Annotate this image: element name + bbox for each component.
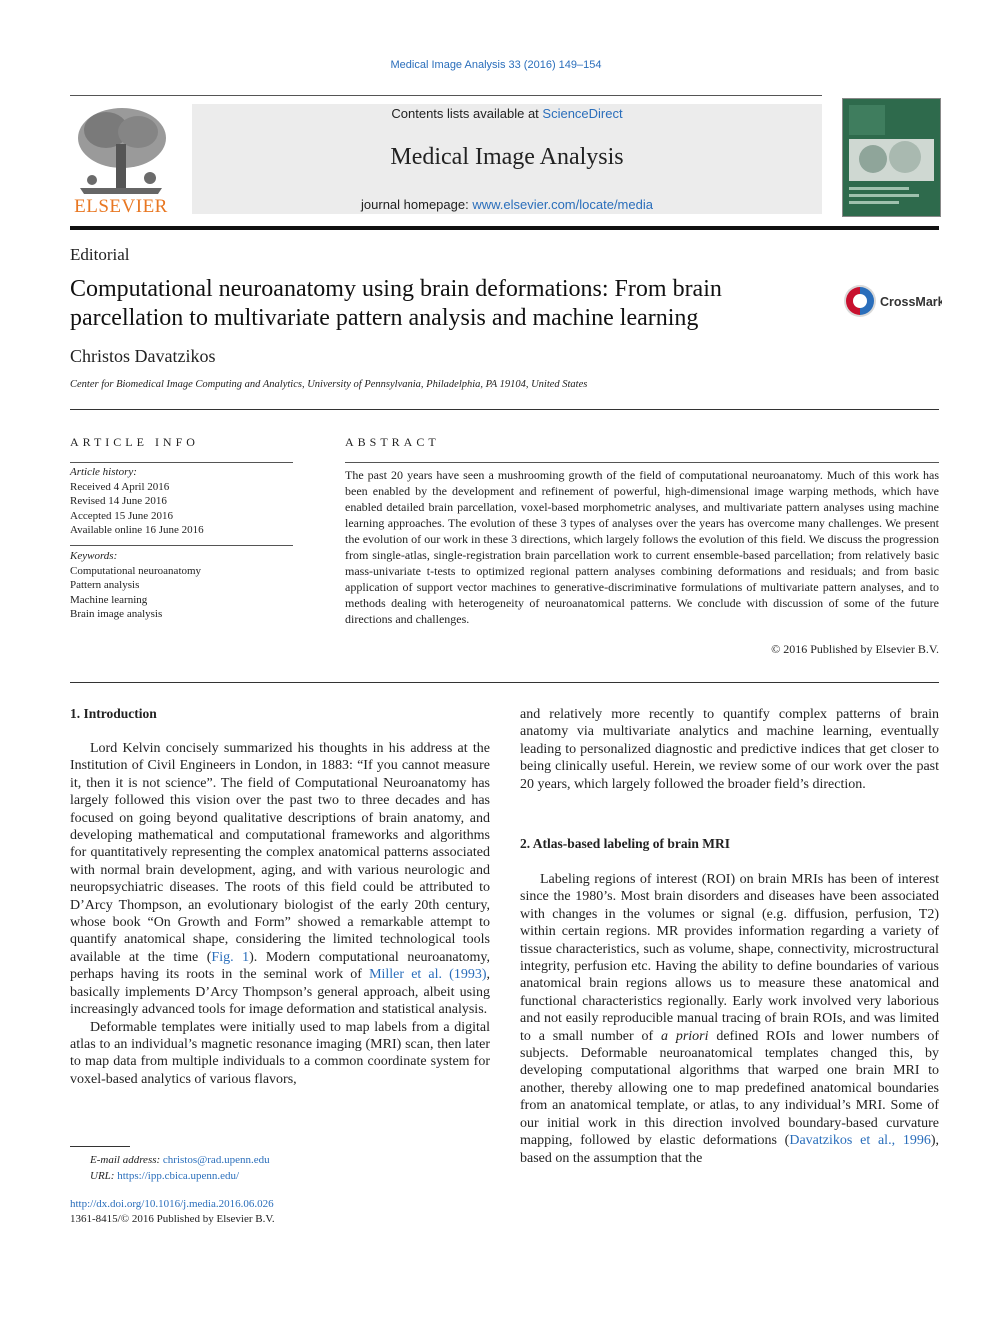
- history-received: Received 4 April 2016: [70, 480, 170, 493]
- elsevier-logo: [70, 104, 172, 216]
- column-2-body: [520, 871, 939, 1167]
- keyword-item: Brain image analysis: [70, 608, 163, 620]
- doi-link[interactable]: http://dx.doi.org/10.1016/j.media.2016.06.026: [70, 1198, 274, 1210]
- section-1-heading: 1. Introduction: [70, 706, 157, 721]
- miller-citation-link[interactable]: Miller et al. (1993): [369, 967, 487, 983]
- issn-line: 1361-8415/© 2016 Published by Elsevier B.V.: [70, 1213, 275, 1225]
- masthead-thick-rule: [70, 226, 939, 230]
- article-info-rule: [70, 462, 293, 463]
- homepage-line: [192, 197, 822, 212]
- journal-cover-thumbnail[interactable]: [842, 98, 941, 217]
- author-name: Christos Davatzikos: [70, 346, 216, 366]
- keywords-block: [70, 549, 295, 622]
- abstract-text: The past 20 years have seen a mushrooming growth of the field of computational neuroanatomy. Much of this work has been enabled by the development and refinement of powerful, high-dimensional image warping methods, which have enabled detailed brain parcellation, voxel-based morphometric analyses, and multivariate pattern analyses using machine learning approaches. The evolution of these 3 types of analyses over the years has overcome many challenges. We present the evolution of our work in these 3 directions, which largely follows the evolution of this field. We discuss the progression from single-atlas, single-registration brain parcellation work to current ensemble-based parcellation; from relatively basic mass-univariate t-tests to optimized regional pattern analyses combining deformations and residuals; and from basic application of support vector machines to generative-discriminative formulations of multivariate pattern analyses, and to methods dealing with heterogeneity of neuroanatomical patterns. We conclude with discussion of some of the future directions and challenges.: [345, 468, 939, 626]
- article-info-heading: ARTICLE INFO: [70, 435, 199, 449]
- intro-paragraph-1: Lord Kelvin concisely summarized his thoughts in his address at the Institution of Civil Engineers in London, in 1883: “If you cannot measure it, then it is not science”. The field of Computational Neuroanatomy has largely followed this vision over the past two to three decades and has focused on going beyond qualitative descriptions of brain anatomy, and developing mathematical and computational frameworks and algorithms for quantitatively representing the complex anatomical patterns associated with normal brain development, aging, and with various neurologic and neuropsychiatric diseases. The roots of this field could be attributed to D’Arcy Thompson, an evolutionary biologist of the early 20th century, whose book “On Growth and Form” showed a remarkable attempt to quantify anatomical shape, considering the limited technological tools available at the time (Fig. 1). Modern computational neuroanatomy, perhaps having its roots in the seminal work of Miller et al. (1993), basically implements D’Arcy Thompson’s general approach, albeit using increasingly advanced tools for image deformation and statistical analysis.: [70, 741, 490, 1018]
- homepage-link[interactable]: www.elsevier.com/locate/media: [472, 197, 653, 212]
- intro-paragraph-2: Deformable templates were initially used to map labels from a digital atlas to an individual’s magnetic resonance imaging (MRI) scan, then later to map data from multiple individuals to a common coordinate system for voxel-based analytics of various flavors,: [70, 1019, 490, 1087]
- sciencedirect-link[interactable]: ScienceDirect: [542, 106, 623, 121]
- footnote-rule: [70, 1146, 130, 1147]
- keyword-item: Machine learning: [70, 593, 148, 606]
- body-rule: [70, 682, 939, 683]
- contents-line: [192, 106, 822, 121]
- davatzikos-citation-link[interactable]: Davatzikos et al., 1996: [789, 1133, 931, 1149]
- publisher-logo-text: ELSEVIER: [74, 196, 168, 216]
- email-label: E-mail address:: [90, 1154, 163, 1166]
- running-head[interactable]: Medical Image Analysis 33 (2016) 149–154: [390, 59, 602, 71]
- article-title: Computational neuroanatomy using brain deformations: From brain parcellation to multivariate pattern analysis and machine learning: [70, 276, 722, 331]
- footnote-url: [90, 1170, 239, 1182]
- article-type: Editorial: [70, 245, 130, 264]
- keyword-item: Pattern analysis: [70, 579, 140, 591]
- journal-title: Medical Image Analysis: [390, 144, 624, 170]
- author-affiliation: Center for Biomedical Image Computing and Analytics, University of Pennsylvania, Philadelphia, PA 19104, United States: [70, 379, 588, 390]
- url-label: URL:: [90, 1170, 118, 1182]
- crossmark-icon: [844, 285, 876, 317]
- abstract-heading: ABSTRACT: [345, 435, 440, 449]
- column-1-body: [70, 740, 490, 1088]
- abstract-rule: [345, 462, 939, 463]
- history-online: Available online 16 June 2016: [70, 524, 204, 536]
- atlas-paragraph-1: Labeling regions of interest (ROI) on brain MRIs has been of interest since the 1980’s. Most brain disorders and diseases have been associated with changes in the volumes or signal (e.g. diffusion, perfusion, T2) within certain regions. MR provides information regarding a variety of tissue characteristics, such as volume, shape, connectivity, microstructural integrity, perfusion etc. Having the ability to define boundaries of various anatomical brain regions allows us to measure these anatomical and functional characteristics regionally. Early work involved very laborious and not easily reproducible manual tracing of brain ROIs, and was limited to a small number of a priori defined ROIs and lower numbers of subjects. Deformable neuroanatomical templates changed this, by developing computational algorithms that warped one brain MRI to another, thereby allowing one to map predefined anatomical boundaries from an anatomical template, or atlas, to any individual’s MRI. Some of our initial work in this direction involved boundary-based curvature mapping, followed by elastic deformations (Davatzikos et al., 1996), based on the assumption that the: [520, 872, 939, 1166]
- title-rule: [70, 409, 939, 410]
- keywords-label: Keywords:: [70, 550, 118, 562]
- header-rule: [70, 95, 822, 96]
- elsevier-tree-icon: [70, 104, 172, 216]
- article-history: [70, 465, 295, 538]
- history-revised: Revised 14 June 2016: [70, 495, 167, 507]
- history-label: Article history:: [70, 466, 137, 478]
- homepage-prefix: journal homepage:: [361, 197, 473, 212]
- crossmark-label: CrossMark: [880, 295, 942, 309]
- footnote-email: [90, 1154, 270, 1166]
- keyword-item: Computational neuroanatomy: [70, 564, 202, 577]
- column-2-continuation: [520, 706, 939, 793]
- history-accepted: Accepted 15 June 2016: [70, 509, 173, 522]
- abstract-copyright: © 2016 Published by Elsevier B.V.: [771, 642, 939, 656]
- intro-paragraph-2-continued: and relatively more recently to quantify complex patterns of brain anatomy via multivariate analytics and machine learning, eventually leading to personalized diagnostic and predictive indices that get closer to being clinically useful. Herein, we review some of our work over the past 20 years, which largely followed the broader field’s direction.: [520, 707, 939, 792]
- email-link[interactable]: christos@rad.upenn.edu: [162, 1154, 270, 1166]
- section-2-heading: 2. Atlas-based labeling of brain MRI: [520, 836, 731, 851]
- url-link[interactable]: https://ipp.cbica.upenn.edu/: [117, 1170, 240, 1182]
- crossmark-badge[interactable]: [842, 283, 942, 319]
- contents-prefix: Contents lists available at: [391, 106, 543, 121]
- cover-image-icon: [843, 99, 940, 216]
- keywords-rule: [70, 545, 293, 546]
- figure-1-link[interactable]: Fig. 1: [211, 949, 250, 965]
